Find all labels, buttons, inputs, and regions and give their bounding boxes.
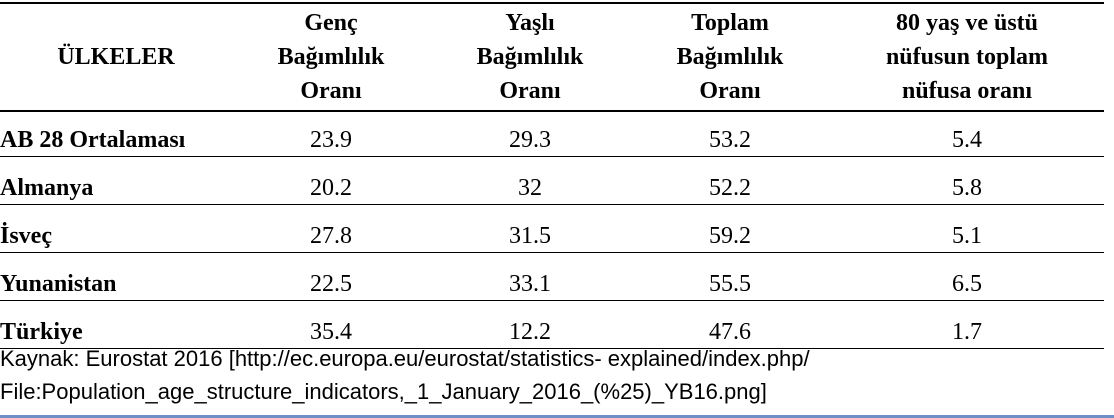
table-row xyxy=(0,157,1104,205)
header-total-dependency: Toplam Bağımlılık Oranı xyxy=(630,4,830,111)
cell-total: 55.5 xyxy=(630,253,830,301)
table-row xyxy=(0,111,1104,157)
cell-over80: 6.5 xyxy=(830,253,1104,301)
cell-total: 53.2 xyxy=(630,111,830,157)
cell-over80: 5.4 xyxy=(830,111,1104,157)
cell-country: Türkiye xyxy=(0,301,232,349)
table-row xyxy=(0,205,1104,253)
cell-young: 22.5 xyxy=(232,253,430,301)
cell-young: 27.8 xyxy=(232,205,430,253)
header-countries: ÜLKELER xyxy=(0,4,232,111)
cell-over80: 5.8 xyxy=(830,157,1104,205)
cell-country: İsveç xyxy=(0,205,232,253)
cell-old: 31.5 xyxy=(430,205,630,253)
cell-country: Yunanistan xyxy=(0,253,232,301)
cell-young: 35.4 xyxy=(232,301,430,349)
cell-total: 59.2 xyxy=(630,205,830,253)
header-over80-share: 80 yaş ve üstü nüfusun toplam nüfusa oranı xyxy=(830,4,1104,111)
cell-old: 32 xyxy=(430,157,630,205)
cell-over80: 1.7 xyxy=(830,301,1104,349)
source-note xyxy=(0,342,1110,408)
cell-total: 52.2 xyxy=(630,157,830,205)
cell-country: AB 28 Ortalaması xyxy=(0,111,232,157)
cell-old: 33.1 xyxy=(430,253,630,301)
source-line-1: Kaynak: Eurostat 2016 [http://ec.europa.eu/eurostat/statistics- explained/index.php/ xyxy=(0,346,810,371)
cell-total: 47.6 xyxy=(630,301,830,349)
dependency-ratio-table xyxy=(0,4,1104,349)
cell-over80: 5.1 xyxy=(830,205,1104,253)
source-line-2: File:Population_age_structure_indicators,_1_January_2016_(%25)_YB16.png] xyxy=(0,379,767,404)
table-row xyxy=(0,253,1104,301)
cell-old: 12.2 xyxy=(430,301,630,349)
table-header-row xyxy=(0,4,1104,111)
cell-young: 23.9 xyxy=(232,111,430,157)
header-old-dependency: Yaşlı Bağımlılık Oranı xyxy=(430,4,630,111)
header-young-dependency: Genç Bağımlılık Oranı xyxy=(232,4,430,111)
cell-old: 29.3 xyxy=(430,111,630,157)
cell-country: Almanya xyxy=(0,157,232,205)
cell-young: 20.2 xyxy=(232,157,430,205)
